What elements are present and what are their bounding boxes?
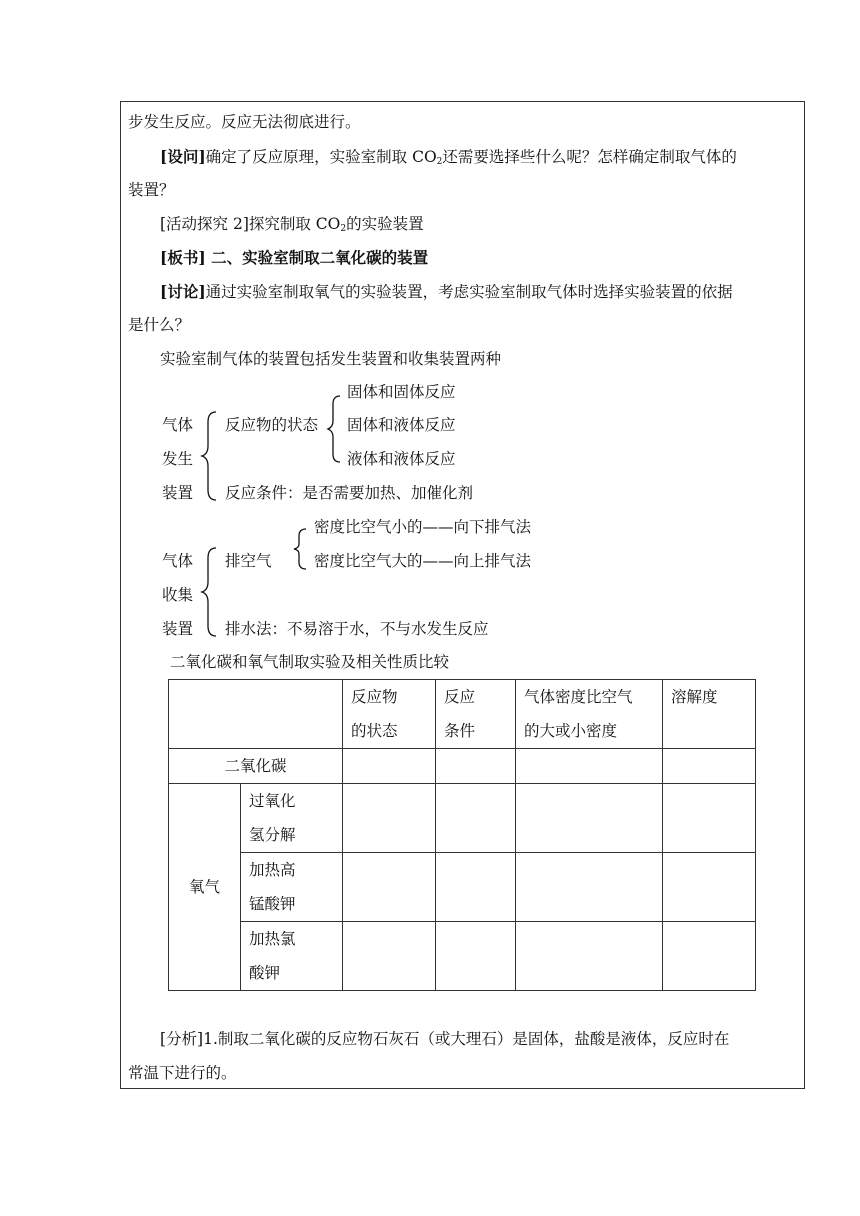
table-caption: 二氧化碳和氧气制取实验及相关性质比较 xyxy=(170,653,450,671)
header-solubility: 溶解度 xyxy=(663,680,756,749)
row-label-co2: 二氧化碳 xyxy=(169,749,343,784)
col-branch-1: 排空气 xyxy=(225,552,272,570)
header-empty-cell xyxy=(169,680,343,749)
o2-method-3: 加热氯 酸钾 xyxy=(241,922,343,991)
table-cell xyxy=(343,853,436,922)
question-line xyxy=(160,147,737,172)
header-density: 气体密度比空气 的大或小密度 xyxy=(516,680,663,749)
gen-brace xyxy=(200,410,220,502)
table-cell xyxy=(516,784,663,853)
table-cell xyxy=(343,922,436,991)
activity-text-cont: 的实验装置 xyxy=(346,215,424,233)
table-cell xyxy=(436,853,516,922)
col-branch-2: 排水法：不易溶于水，不与水发生反应 xyxy=(225,620,489,638)
text-line-1: 步发生反应。反应无法彻底进行。 xyxy=(128,113,361,131)
discussion-text: 通过实验室制取氧气的实验装置，考虑实验室制取气体时选择实验装置的依据 xyxy=(205,283,733,301)
col-brace xyxy=(200,546,220,638)
table-cell xyxy=(436,922,516,991)
question-text: 确定了反应原理，实验室制取 CO xyxy=(205,148,437,166)
state-3: 液体和液体反应 xyxy=(347,450,456,468)
activity-line xyxy=(160,214,424,239)
o2-method-2: 加热高 锰酸钾 xyxy=(241,853,343,922)
gen-label-3: 装置 xyxy=(162,484,194,502)
table-cell xyxy=(663,853,756,922)
question-line-2: 装置？ xyxy=(128,181,175,199)
table-row xyxy=(169,784,756,853)
table-cell xyxy=(343,784,436,853)
question-tag: [设问] xyxy=(160,147,206,166)
air-method-2: 密度比空气大的——向上排气法 xyxy=(314,552,532,570)
air-brace xyxy=(292,527,310,571)
gen-label-2: 发生 xyxy=(162,450,194,468)
discussion-tag: [讨论] xyxy=(160,282,206,301)
subscript: 2 xyxy=(340,224,347,234)
state-brace xyxy=(326,394,344,464)
col-label-1: 气体 xyxy=(162,552,194,570)
o2-method-1: 过氧化 氢分解 xyxy=(241,784,343,853)
air-method-1: 密度比空气小的——向下排气法 xyxy=(314,518,532,536)
question-text-cont: 还需要选择些什么呢？怎样确定制取气体的 xyxy=(442,148,737,166)
table-row xyxy=(169,749,756,784)
discussion-line xyxy=(160,282,733,302)
table-cell xyxy=(516,749,663,784)
table-cell xyxy=(663,749,756,784)
table-header-row xyxy=(169,680,756,749)
board-heading: [板书] 二、实验室制取二氧化碳的装置 xyxy=(160,248,429,267)
state-2: 固体和液体反应 xyxy=(347,416,456,434)
table-cell xyxy=(343,749,436,784)
gen-label-1: 气体 xyxy=(162,416,194,434)
table-cell xyxy=(436,749,516,784)
subscript: 2 xyxy=(436,157,443,167)
table-cell xyxy=(516,922,663,991)
comparison-table xyxy=(168,679,756,991)
discussion-line-2: 是什么？ xyxy=(128,316,191,334)
table-cell xyxy=(663,922,756,991)
col-label-2: 收集 xyxy=(162,586,194,604)
intro-line: 实验室制气体的装置包括发生装置和收集装置两种 xyxy=(160,350,502,368)
analysis-line-2: 常温下进行的。 xyxy=(128,1064,237,1082)
header-state: 反应物 的状态 xyxy=(343,680,436,749)
table-cell xyxy=(516,853,663,922)
table-row xyxy=(169,922,756,991)
col-label-3: 装置 xyxy=(162,620,194,638)
header-condition: 反应 条件 xyxy=(436,680,516,749)
analysis-line: [分析]1.制取二氧化碳的反应物石灰石（或大理石）是固体，盐酸是液体，反应时在 xyxy=(160,1030,730,1048)
activity-text: [活动探究 2]探究制取 CO xyxy=(160,215,341,233)
table-cell xyxy=(663,784,756,853)
row-label-o2: 氧气 xyxy=(169,784,241,991)
state-1: 固体和固体反应 xyxy=(347,383,456,401)
gen-branch-2: 反应条件：是否需要加热、加催化剂 xyxy=(225,484,474,502)
gen-branch-1: 反应物的状态 xyxy=(225,416,319,434)
table-row xyxy=(169,853,756,922)
table-cell xyxy=(436,784,516,853)
